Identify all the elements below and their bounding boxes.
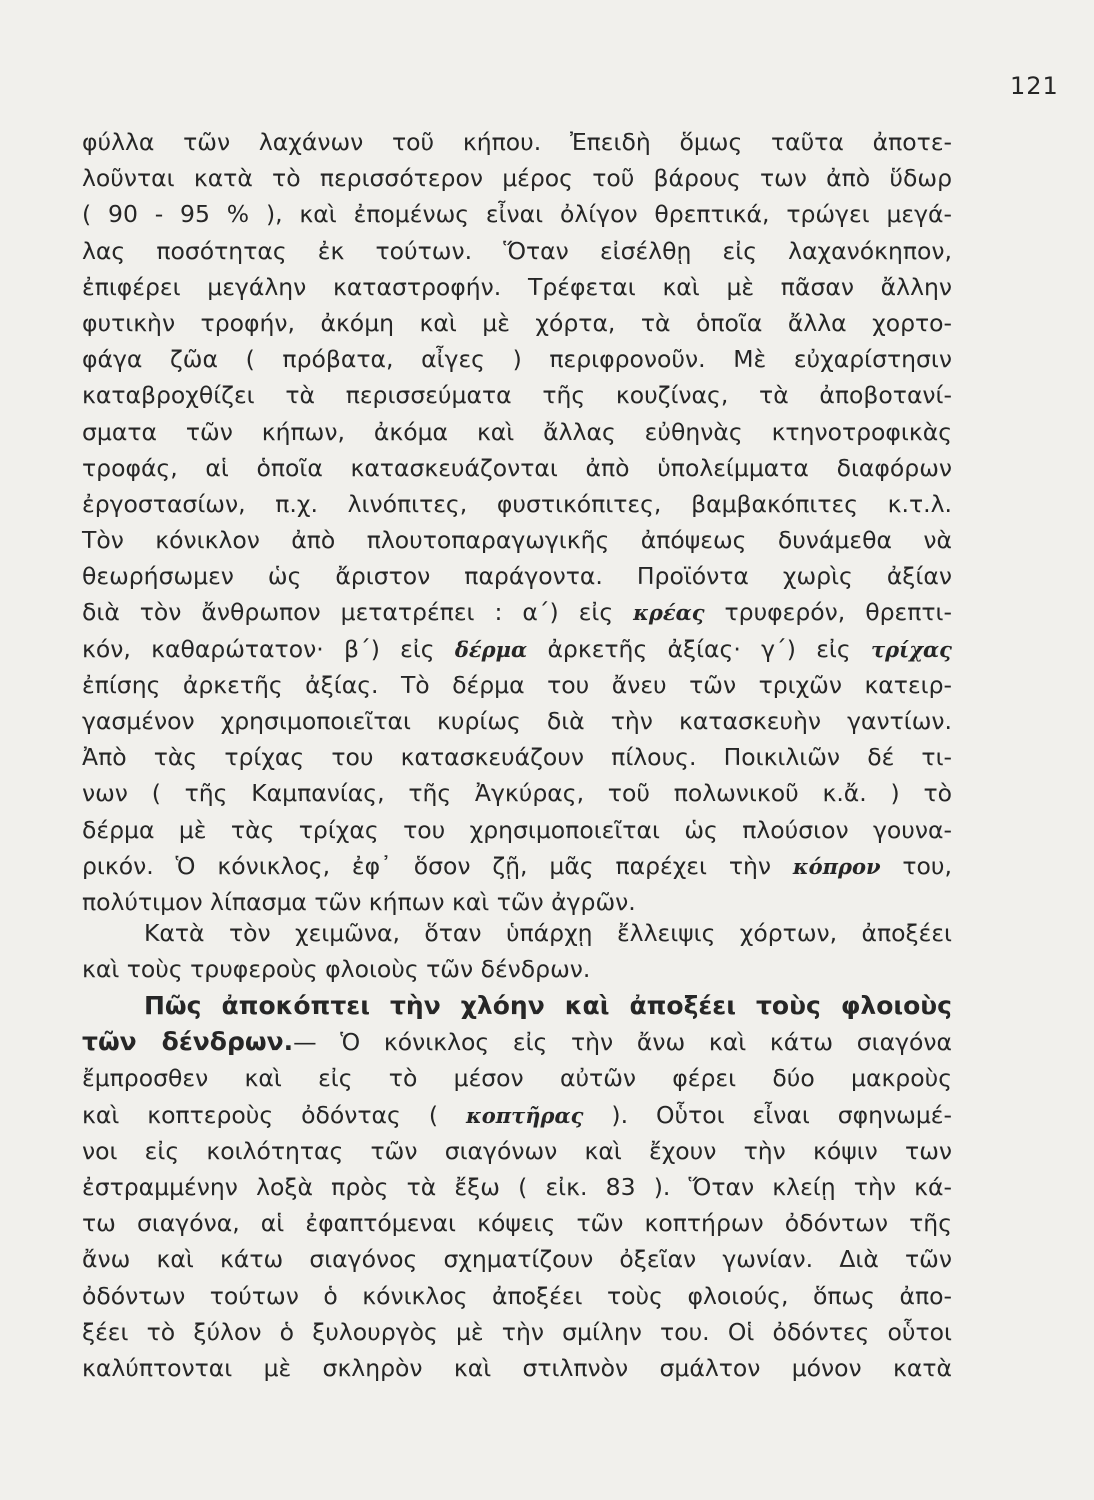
text-line: Κατὰ τὸν χειμῶνα, ὅταν ὑπάρχῃ ἔλλειψις χόρτων, ἀποξέει [144,919,952,947]
text-line: λοῦνται κατὰ τὸ περισσότερον μέρος τοῦ βάρους των ἀπὸ ὕδωρ [82,164,952,193]
text-line: ἄνω καὶ κάτω σιαγόνος σχηματίζουν ὀξεῖαν γωνίαν. Διὰ τῶν [82,1245,952,1274]
paragraph-teeth [82,988,952,1386]
text-run: τρυφερόν, θρεπτι- [724,598,952,627]
text-line: ἐστραμμένην λοξὰ πρὸς τὰ ἔξω ( εἰκ. 83 ). Ὅταν κλείῃ τὴν κά- [82,1172,952,1201]
text-line: ἐργοστασίων, π.χ. λινόπιτες, φυστικόπιτες, βαμβακόπιτες κ.τ.λ. [82,489,952,518]
text-line: Τὸν κόνικλον ἀπὸ πλουτοπαραγωγικῆς ἀπόψεως δυνάμεθα νὰ [82,526,952,555]
text-line: ἐπίσης ἀρκετῆς ἀξίας. Τὸ δέρμα του ἄνευ τῶν τριχῶν κατειρ- [82,670,952,699]
text-line: ἔμπροσθεν καὶ εἰς τὸ μέσον αὐτῶν φέρει δύο μακροὺς [82,1064,952,1093]
text-line: καὶ τοὺς τρυφεροὺς φλοιοὺς τῶν δένδρων. [82,955,591,984]
text-line: φάγα ζῶα ( πρόβατα, αἶγες ) περιφρονοῦν. Μὲ εὐχαρίστησιν [82,345,952,374]
text-line: νων ( τῆς Καμπανίας, τῆς Ἀγκύρας, τοῦ πολωνικοῦ κ.ἄ. ) τὸ [82,779,952,808]
text-line: νοι εἰς κοιλότητας τῶν σιαγόνων καὶ ἔχουν τὴν κόψιν των [82,1136,952,1165]
paragraph-rabbit-diet [82,124,952,920]
text-run: ρικόν. Ὁ κόνικλος, ἐφ᾽ ὅσον ζῇ, μᾶς παρέχει τὴν [82,851,771,880]
text-line [82,848,952,884]
section-heading: Πῶς ἀποκόπτει τὴν χλόην καὶ ἀποξέει τοὺς φλοιοὺς [144,991,952,1020]
text-run: του, [902,851,952,880]
text-line: γασμένον χρησιμοποιεῖται κυρίως διὰ τὴν κατασκευὴν γαντίων. [82,707,952,735]
text-run: — Ὁ κόνικλος εἰς τὴν ἄνω καὶ κάτω σιαγόνα [293,1028,952,1057]
text-line: τω σιαγόνα, αἱ ἐφαπτόμεναι κόψεις τῶν κοπτήρων ὀδόντων τῆς [82,1209,952,1238]
text-run: ἀρκετῆς ἀξίας· γ΄) εἰς [547,634,851,663]
emphasized-term-incisors: κοπτῆρας [465,1102,584,1128]
text-line: καταβροχθίζει τὰ περισσεύματα τῆς κουζίνας, τὰ ἀποβοτανί- [82,381,952,410]
text-run: διὰ τὸν ἄνθρωπον μετατρέπει : α΄) εἰς [82,598,614,627]
text-line: ( 90 - 95 % ), καὶ ἐπομένως εἶναι ὀλίγον θρεπτικά, τρώγει μεγά- [82,200,952,229]
text-line: φύλλα τῶν λαχάνων τοῦ κήπου. Ἐπειδὴ ὅμως ταῦτα ἀποτε- [82,128,952,156]
text-line: σματα τῶν κήπων, ἀκόμα καὶ ἄλλας εὐθηνὰς κτηνοτροφικὰς [82,417,952,446]
text-run: καὶ κοπτεροὺς ὀδόντας ( [82,1100,438,1129]
section-heading-cont: τῶν δένδρων. [82,1027,294,1057]
text-line [82,1024,952,1060]
text-line [82,594,952,630]
text-line: φυτικὴν τροφήν, ἀκόμη καὶ μὲ χόρτα, τὰ ὁποῖα ἄλλα χορτο- [82,308,952,337]
text-line: ξέει τὸ ξύλον ὁ ξυλουργὸς μὲ τὴν σμίλην του. Οἱ ὀδόντες οὗτοι [82,1317,952,1346]
text-line [82,1097,952,1133]
emphasized-term-meat: κρέας [633,600,705,626]
text-run: ). Οὗτοι εἶναι σφηνωμέ- [611,1100,952,1129]
text-line: θεωρήσωμεν ὡς ἄριστον παράγοντα. Προϊόντα χωρὶς ἀξίαν [82,562,952,591]
page-number: 121 [1010,72,1059,100]
text-line: ἐπιφέρει μεγάλην καταστροφήν. Τρέφεται καὶ μὲ πᾶσαν ἄλλην [82,272,952,301]
emphasized-term-skin: δέρμα [454,636,528,662]
paragraph-winter-bark [82,915,952,987]
emphasized-term-hair: τρίχας [870,636,952,662]
text-line: δέρμα μὲ τὰς τρίχας του χρησιμοποιεῖται ὡς πλούσιον γουνα- [82,815,952,844]
text-line: ὀδόντων τούτων ὁ κόνικλος ἀποξέει τοὺς φλοιούς, ὅπως ἀπο- [82,1281,952,1310]
text-line [82,631,952,667]
text-line: τροφάς, αἱ ὁποῖα κατασκευάζονται ἀπὸ ὑπολείμματα διαφόρων [82,453,952,482]
text-line [82,988,952,1024]
text-line: Ἀπὸ τὰς τρίχας του κατασκευάζουν πίλους. Ποικιλιῶν δέ τι- [82,743,952,772]
emphasized-term-manure: κόπρον [792,853,881,879]
text-line: καλύπτονται μὲ σκληρὸν καὶ στιλπνὸν σμάλτον μόνον κατὰ [82,1353,952,1382]
text-line: λας ποσότητας ἐκ τούτων. Ὅταν εἰσέλθῃ εἰς λαχανόκηπον, [82,236,952,265]
text-run: κόν, καθαρώτατον· β΄) εἰς [82,634,435,663]
text-line: πολύτιμον λίπασμα τῶν κήπων καὶ τῶν ἀγρῶν. [82,887,636,916]
